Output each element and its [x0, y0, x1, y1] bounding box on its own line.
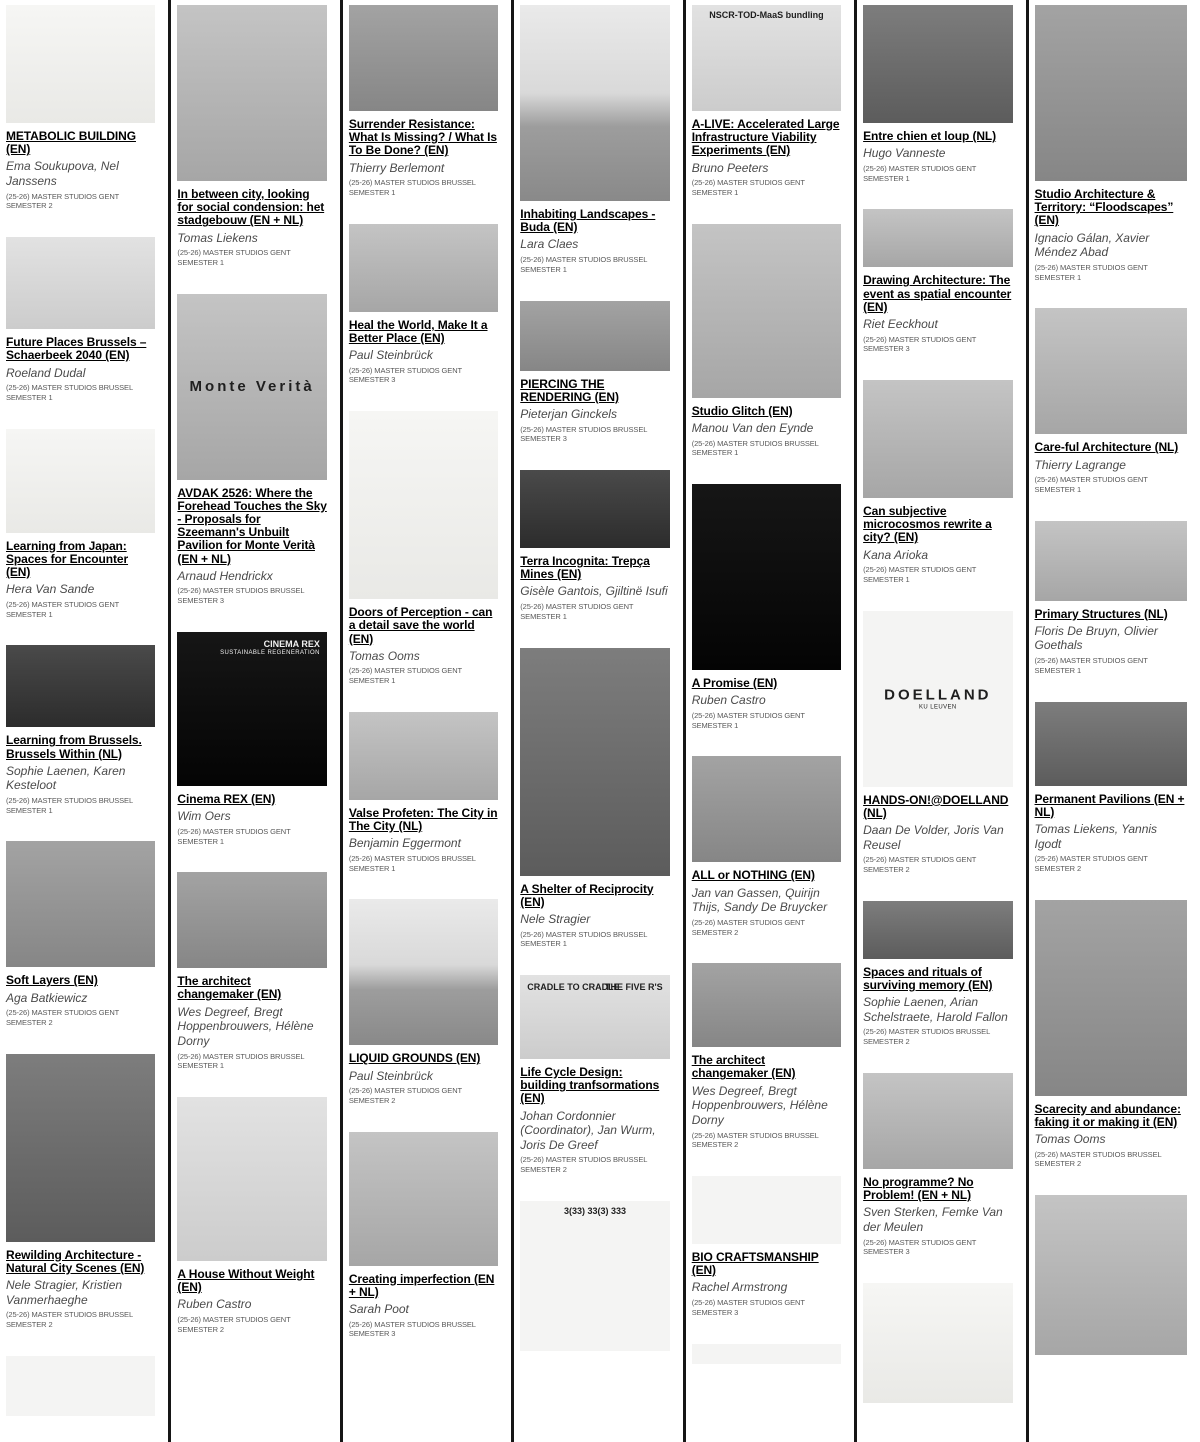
project-card [520, 975, 669, 1175]
project-authors: Sophie Laenen, Arian Schelstraete, Harold Fallon [863, 995, 1008, 1024]
project-card [349, 712, 498, 874]
project-title-link[interactable]: HANDS-ON!@DOELLAND (NL) [863, 792, 1009, 820]
project-title-link[interactable]: Inhabiting Landscapes - Buda (EN) [520, 207, 656, 235]
garden-thumbnail[interactable] [6, 1054, 155, 1242]
flooded-riverbed-thumbnail[interactable] [1035, 5, 1187, 181]
thumbnail-embedded-text: NSCR-TOD-MaaS bundling [709, 10, 824, 20]
project-authors: Tomas Liekens, Yannis Igodt [1034, 821, 1158, 851]
project-caption: (25-26) MASTER STUDIOS BRUSSEL SEMESTER 1 [6, 383, 133, 402]
cobblestone-thumbnail[interactable] [6, 841, 155, 967]
project-caption: (25-26) MASTER STUDIOS GENT SEMESTER 1 [863, 565, 977, 584]
masonry-column [0, 0, 171, 1442]
project-card [692, 756, 841, 937]
project-caption: (25-26) MASTER STUDIOS BRUSSEL SEMESTER 2 [1034, 1149, 1162, 1169]
project-card [520, 648, 669, 950]
project-authors: Tomas Ooms [348, 648, 420, 663]
industrial-collage-thumbnail[interactable] [692, 756, 841, 862]
project-caption: (25-26) MASTER STUDIOS GENT SEMESTER 1 [691, 710, 805, 730]
cinema-rex-thumbnail[interactable] [177, 632, 326, 786]
project-caption: (25-26) MASTER STUDIOS GENT SEMESTER 2 [348, 1086, 462, 1105]
project-authors: Ignacio Gálan, Xavier Méndez Abad [1034, 230, 1150, 260]
project-title-link[interactable]: Creating imperfection (EN + NL) [348, 1271, 495, 1299]
project-card [520, 301, 669, 445]
project-card [692, 1176, 841, 1318]
project-card [6, 841, 155, 1027]
project-caption: (25-26) MASTER STUDIOS GENT SEMESTER 2 [1034, 854, 1148, 873]
project-card [177, 1097, 326, 1335]
tod-maas-diagram-thumbnail[interactable] [692, 5, 841, 111]
project-card [863, 901, 1012, 1047]
project-caption: (25-26) MASTER STUDIOS GENT SEMESTER 3 [691, 1298, 805, 1317]
japan-sketch-thumbnail[interactable] [6, 429, 155, 533]
project-caption: (25-26) MASTER STUDIOS GENT SEMESTER 3 [863, 1237, 977, 1257]
project-caption: (25-26) MASTER STUDIOS BRUSSEL SEMESTER 2 [863, 1027, 990, 1047]
monte-verita-posters-thumbnail[interactable] [177, 294, 326, 480]
project-card [1035, 702, 1187, 874]
project-caption: (25-26) MASTER STUDIOS GENT SEMESTER 3 [348, 365, 462, 385]
rocky-landscape-thumbnail[interactable] [520, 301, 669, 371]
project-card [863, 5, 1012, 183]
project-card [177, 294, 326, 606]
masonry-column [514, 0, 685, 1442]
project-card [1035, 5, 1187, 282]
project-card [349, 5, 498, 198]
project-card [1035, 308, 1187, 494]
project-caption: (25-26) MASTER STUDIOS GENT SEMESTER 2 [6, 1008, 120, 1027]
project-authors: Roeland Dudal [6, 365, 86, 380]
project-caption: (25-26) MASTER STUDIOS GENT SEMESTER 1 [520, 602, 634, 621]
project-authors: Manou Van den Eynde [691, 420, 814, 435]
block-on-flower-thumbnail[interactable] [177, 1097, 326, 1261]
project-title-link[interactable]: Spaces and rituals of surviving memory (EN) [863, 964, 993, 992]
thumbnail-embedded-text: Monte Verità [189, 377, 315, 395]
project-authors: Floris De Bruyn, Olivier Goethals [1034, 623, 1158, 653]
project-authors: Tomas Ooms [1034, 1132, 1106, 1147]
printed-column-models-thumbnail[interactable] [692, 224, 841, 398]
thumbnail-embedded-text: CINEMA REX SUSTAINABLE REGENERATION [220, 638, 320, 656]
project-title-link[interactable]: LIQUID GROUNDS (EN) [348, 1051, 481, 1066]
project-card [520, 1201, 669, 1351]
project-card [6, 1054, 155, 1330]
project-authors: Aga Batkiewicz [6, 990, 88, 1005]
project-caption: (25-26) MASTER STUDIOS BRUSSEL SEMESTER 1 [6, 795, 133, 815]
project-card [6, 645, 155, 815]
project-caption: (25-26) MASTER STUDIOS BRUSSEL SEMESTER 1 [177, 1051, 305, 1071]
project-authors: Johan Cordonnier (Coordinator), Jan Wurm, Joris De Greef [520, 1108, 656, 1152]
partial-gray-thumbnail[interactable] [692, 1344, 841, 1364]
project-title-link[interactable]: No programme? No Problem! (EN + NL) [863, 1174, 974, 1203]
project-authors: Ruben Castro [691, 693, 766, 708]
project-card [6, 429, 155, 620]
project-authors: Paul Steinbrück [348, 1068, 433, 1083]
project-caption: (25-26) MASTER STUDIOS GENT SEMESTER 1 [6, 599, 120, 619]
climbing-wall-sea-thumbnail[interactable] [349, 899, 498, 1045]
waterside-swimmers-thumbnail[interactable] [349, 224, 498, 312]
project-caption: (25-26) MASTER STUDIOS GENT SEMESTER 2 [863, 855, 977, 875]
stairs-photo-thumbnail[interactable] [6, 645, 155, 727]
masonry-column [686, 0, 857, 1442]
thumbnail-embedded-subtext: KU LEUVEN [919, 704, 957, 711]
project-title-link[interactable]: BIO CRAFTSMANSHIP (EN) [691, 1250, 819, 1278]
project-authors: Bruno Peeters [691, 160, 769, 175]
project-card [692, 1344, 841, 1364]
project-authors: Rachel Armstrong [691, 1280, 788, 1295]
project-caption: (25-26) MASTER STUDIOS GENT SEMESTER 2 [177, 1315, 291, 1334]
brick-wall-figures-thumbnail[interactable] [177, 872, 326, 968]
site-plan-333-thumbnail[interactable] [520, 1201, 669, 1351]
project-authors: Riet Eeckhout [863, 316, 938, 331]
project-card [6, 1356, 155, 1416]
open-book-hands-thumbnail[interactable] [863, 380, 1012, 498]
project-card [177, 632, 326, 846]
book-spines-thumbnail[interactable] [863, 5, 1012, 123]
project-caption: (25-26) MASTER STUDIOS GENT SEMESTER 1 [863, 163, 977, 183]
project-title-link[interactable]: Rewilding Architecture - Natural City Scenes (EN) [6, 1247, 145, 1275]
project-authors: Lara Claes [520, 237, 579, 252]
project-caption: (25-26) MASTER STUDIOS GENT SEMESTER 1 [1034, 262, 1148, 282]
structure-models-collage-thumbnail[interactable] [1035, 521, 1187, 601]
project-caption: (25-26) MASTER STUDIOS GENT SEMESTER 2 [691, 917, 805, 937]
project-authors: Sarah Poot [348, 1302, 409, 1317]
cradle-to-cradle-thumbnail[interactable] [520, 975, 669, 1059]
project-title-link[interactable]: A House Without Weight (EN) [177, 1267, 315, 1295]
project-title-link[interactable]: Terra Incognita: Trepça Mines (EN) [520, 554, 650, 582]
thumbnail-embedded-subtext: SUSTAINABLE REGENERATION [220, 649, 320, 656]
project-caption: (25-26) MASTER STUDIOS BRUSSEL SEMESTER 2 [6, 1310, 133, 1330]
project-title-link[interactable]: A Shelter of Reciprocity (EN) [520, 881, 654, 909]
project-authors: Arnaud Hendrickx [177, 568, 273, 583]
project-authors: Sophie Laenen, Karen Kesteloot [6, 763, 126, 793]
project-title-link[interactable]: A Promise (EN) [691, 676, 778, 690]
project-card [1035, 1195, 1187, 1355]
project-authors: Wes Degreef, Bregt Hoppenbrouwers, Hélène Dorny [177, 1004, 314, 1048]
project-authors: Hera Van Sande [6, 582, 95, 597]
project-authors: Jan van Gassen, Quirijn Thijs, Sandy De Bruycker [691, 885, 828, 915]
ink-spots-thumbnail[interactable] [6, 1356, 155, 1416]
project-authors: Daan De Volder, Joris Van Reusel [863, 823, 1004, 852]
thumbnail-embedded-text: 3(33) 33(3) 333 [563, 1205, 626, 1216]
dog-alley-thumbnail[interactable] [1035, 1195, 1187, 1355]
insulation-wall-thumbnail[interactable] [1035, 900, 1187, 1096]
project-caption: (25-26) MASTER STUDIOS GENT SEMESTER 1 [177, 248, 291, 267]
project-title-link[interactable]: Scarecity and abundance: faking it or making it (EN) [1034, 1101, 1181, 1129]
project-caption: (25-26) MASTER STUDIOS BRUSSEL SEMESTER 3 [348, 1319, 476, 1339]
project-caption: (25-26) MASTER STUDIOS GENT SEMESTER 1 [177, 826, 291, 846]
project-card [863, 1283, 1012, 1403]
project-card [6, 5, 155, 211]
project-caption: (25-26) MASTER STUDIOS BRUSSEL SEMESTER 1 [691, 438, 819, 458]
project-authors: Pieterjan Ginckels [520, 406, 617, 421]
concrete-canopy-thumbnail[interactable] [1035, 702, 1187, 786]
project-title-link[interactable]: PIERCING THE RENDERING (EN) [520, 376, 619, 404]
project-title-link[interactable]: Can subjective microcosmos rewrite a city? (EN) [863, 504, 992, 545]
project-title-link[interactable]: Cinema REX (EN) [177, 791, 276, 806]
project-authors: Nele Stragier [520, 911, 591, 926]
project-card [692, 963, 841, 1150]
project-authors: Sven Sterken, Femke Van der Meulen [863, 1205, 1003, 1234]
embryo-diagram-thumbnail[interactable] [6, 5, 155, 123]
project-card [863, 1073, 1012, 1257]
project-caption: (25-26) MASTER STUDIOS BRUSSEL SEMESTER 1 [520, 929, 648, 949]
buda-rooftops-thumbnail[interactable] [520, 5, 669, 201]
project-caption: (25-26) MASTER STUDIOS GENT SEMESTER 1 [1034, 475, 1148, 494]
project-caption: (25-26) MASTER STUDIOS BRUSSEL SEMESTER 2 [520, 1155, 648, 1175]
project-title-link[interactable]: METABOLIC BUILDING (EN) [6, 129, 136, 157]
project-authors: Nele Stragier, Kristien Vanmerhaeghe [6, 1278, 123, 1307]
project-title-link[interactable]: Studio Glitch (EN) [691, 403, 793, 418]
project-card [520, 470, 669, 622]
project-card [1035, 521, 1187, 676]
project-card [863, 209, 1012, 354]
project-authors: Tomas Liekens [177, 230, 258, 245]
concrete-beams-thumbnail[interactable] [1035, 308, 1187, 434]
project-title-link[interactable]: Life Cycle Design: building tranfsormations (EN) [520, 1065, 660, 1106]
project-caption: (25-26) MASTER STUDIOS BRUSSEL SEMESTER 3 [520, 424, 648, 444]
project-card [863, 380, 1012, 585]
project-title-link[interactable]: Learning from Brussels. Brussels Within (NL) [6, 733, 142, 761]
project-caption: (25-26) MASTER STUDIOS GENT SEMESTER 3 [863, 334, 977, 354]
project-card [349, 899, 498, 1105]
empty-warehouse-thumbnail[interactable] [863, 1073, 1012, 1169]
people-under-trees-thumbnail[interactable] [863, 901, 1012, 959]
project-title-link[interactable]: Entre chien et loup (NL) [863, 129, 997, 143]
project-card [1035, 900, 1187, 1170]
mine-interior-thumbnail[interactable] [520, 470, 669, 548]
project-title-link[interactable]: Heal the World, Make It a Better Place (EN) [348, 317, 488, 345]
project-authors: Benjamin Eggermont [348, 836, 461, 851]
project-title-link[interactable]: Primary Structures (NL) [1034, 606, 1168, 621]
project-authors: Ruben Castro [177, 1297, 252, 1312]
project-title-link[interactable]: Valse Profeten: The City in The City (NL) [348, 805, 498, 834]
ancient-coin-thumbnail[interactable] [692, 484, 841, 670]
project-card [349, 1132, 498, 1340]
project-caption: (25-26) MASTER STUDIOS BRUSSEL SEMESTER 3 [177, 586, 305, 606]
project-caption: (25-26) MASTER STUDIOS GENT SEMESTER 1 [348, 666, 462, 686]
project-title-link[interactable]: AVDAK 2526: Where the Forehead Touches the Sky - Proposals for Szeemann's Unbuilt Pavilion for Monte Verità (EN + NL) [177, 485, 327, 566]
project-card [520, 5, 669, 275]
project-authors: Thierry Lagrange [1034, 457, 1126, 472]
project-title-link[interactable]: Soft Layers (EN) [6, 973, 98, 988]
project-title-link[interactable]: Doors of Perception - can a detail save the world (EN) [348, 605, 493, 646]
project-authors: Wim Oers [177, 809, 231, 824]
detail-drawing-thumbnail[interactable] [349, 411, 498, 599]
blurred-walkers-thumbnail[interactable] [863, 209, 1012, 267]
project-title-link[interactable]: Drawing Architecture: The event as spatial encounter (EN) [863, 273, 1012, 314]
project-title-link[interactable]: The architect changemaker (EN) [177, 974, 282, 1002]
project-card [177, 872, 326, 1071]
project-caption: (25-26) MASTER STUDIOS GENT SEMESTER 1 [1034, 656, 1148, 675]
doelland-logo-thumbnail[interactable] [863, 611, 1012, 787]
thumbnail-embedded-text: DOELLAND KU LEUVEN [863, 686, 1012, 711]
concrete-tower-thumbnail[interactable] [349, 1132, 498, 1266]
project-authors: Wes Degreef, Bregt Hoppenbrouwers, Hélène Dorny [691, 1083, 828, 1127]
masonry-column [1029, 0, 1200, 1442]
project-authors: Thierry Berlemont [348, 160, 445, 175]
brick-wall-figures-thumbnail[interactable] [692, 963, 841, 1047]
project-title-link[interactable]: ALL or NOTHING (EN) [691, 868, 815, 883]
project-caption: (25-26) MASTER STUDIOS GENT SEMESTER 2 [6, 191, 120, 211]
thumbnail-embedded-text: THE FIVE R'S [605, 982, 663, 992]
project-title-link[interactable]: Surrender Resistance: What Is Missing? / What Is To Be Done? (EN) [348, 117, 497, 158]
project-caption: (25-26) MASTER STUDIOS BRUSSEL SEMESTER 1 [348, 853, 476, 873]
building-section-thumbnail[interactable] [692, 1176, 841, 1244]
masonry-column [171, 0, 342, 1442]
project-authors: Kana Arioka [863, 547, 929, 562]
project-card [177, 5, 326, 268]
project-title-link[interactable]: Learning from Japan: Spaces for Encounter (EN) [6, 538, 129, 579]
fountain-square-thumbnail[interactable] [349, 5, 498, 111]
project-caption: (25-26) MASTER STUDIOS GENT SEMESTER 1 [691, 178, 805, 197]
project-caption: (25-26) MASTER STUDIOS BRUSSEL SEMESTER 1 [520, 255, 648, 274]
thumbnail-embedded-text: CRADLE TO CRADLE [527, 982, 620, 992]
project-authors: Ema Soukupova, Nel Janssens [6, 159, 119, 188]
project-title-link[interactable]: Studio Architecture & Territory: “Floodscapes” (EN) [1034, 187, 1174, 228]
project-title-link[interactable]: A-LIVE: Accelerated Large Infrastructure Viability Experiments (EN) [691, 117, 840, 158]
hongkong-street-thumbnail[interactable] [177, 5, 326, 181]
project-caption: (25-26) MASTER STUDIOS BRUSSEL SEMESTER 1 [348, 178, 476, 197]
project-caption: (25-26) MASTER STUDIOS BRUSSEL SEMESTER 2 [691, 1130, 819, 1150]
project-card [6, 237, 155, 403]
project-card [349, 411, 498, 686]
city-rendering-thumbnail[interactable] [6, 237, 155, 329]
city-buildings-thumbnail[interactable] [349, 712, 498, 800]
project-authors: Paul Steinbrück [348, 348, 433, 363]
masonry-column [857, 0, 1028, 1442]
project-title-link[interactable]: The architect changemaker (EN) [691, 1053, 796, 1081]
project-authors: Gisèle Gantois, Gjiltinë Isufi [520, 584, 668, 599]
project-card [349, 224, 498, 386]
project-card [863, 611, 1012, 875]
project-title-link[interactable]: Care-ful Architecture (NL) [1034, 440, 1179, 455]
project-authors: Hugo Vanneste [863, 146, 946, 161]
arch-sketches-thumbnail[interactable] [863, 1283, 1012, 1403]
masonry-column [343, 0, 514, 1442]
project-title-link[interactable]: Permanent Pavilions (EN + NL) [1034, 791, 1185, 819]
forest-edge-thumbnail[interactable] [520, 648, 669, 876]
project-card [692, 5, 841, 198]
project-title-link[interactable]: In between city, looking for social condension: het stadgebouw (EN + NL) [177, 187, 325, 228]
project-title-link[interactable]: Future Places Brussels – Schaerbeek 2040 (EN) [6, 335, 147, 363]
project-card [692, 224, 841, 458]
project-card [692, 484, 841, 730]
